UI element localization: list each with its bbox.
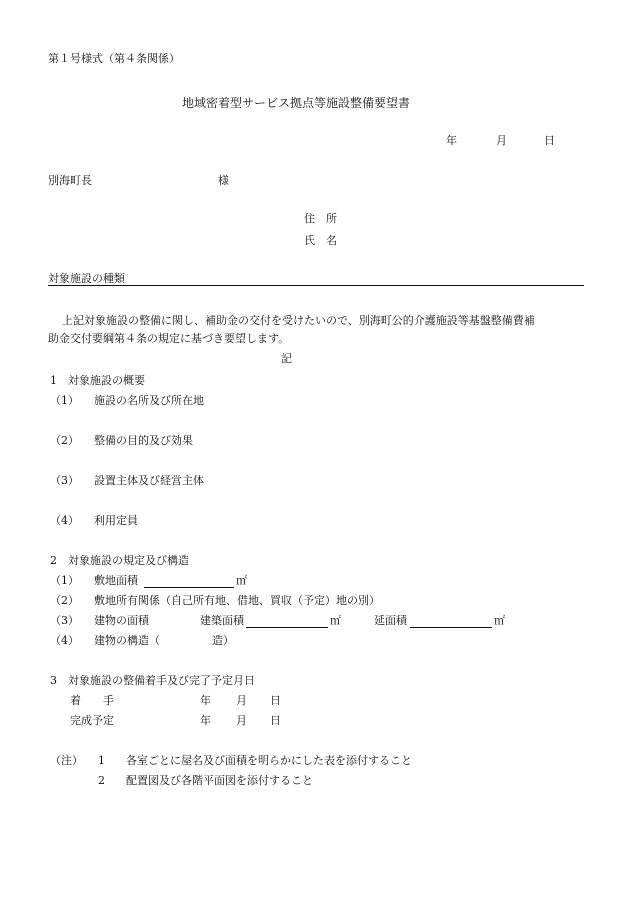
site-area-input-line: [144, 587, 234, 588]
complete-label: 完成予定: [70, 714, 114, 727]
section1-item3-label: 設置主体及び経営主体: [94, 474, 204, 487]
start-label: 着 手: [70, 694, 114, 707]
page-title: 地域密着型サービス拠点等施設整備要望書: [182, 96, 411, 110]
building-footprint-input-line: [246, 627, 328, 628]
structure-label: 建物の構造（: [94, 634, 160, 647]
site-area-label: 敷地面積: [94, 574, 138, 587]
body-text-line1: 上記対象施設の整備に関し、補助金の交付を受けたいので、別海町公的介護施設等基盤整備費補: [62, 314, 535, 327]
form-number: 第１号様式（第４条関係）: [48, 52, 180, 65]
section1-item4-num: （4）: [50, 514, 79, 527]
building-footprint-label: 建築面積: [200, 614, 244, 627]
notes-label: （注）: [50, 754, 83, 767]
complete-month-label: 月: [236, 714, 247, 727]
section2-heading: 2 対象施設の規定及び構造: [50, 554, 189, 567]
note1-num: 1: [98, 754, 105, 767]
start-year-label: 年: [200, 694, 211, 707]
applicant-address-label: 住 所: [304, 212, 337, 225]
facility-type-underline: [48, 285, 584, 286]
section3-heading: 3 対象施設の整備着手及び完了予定月日: [50, 674, 255, 687]
building-area-label: 建物の面積: [94, 614, 149, 627]
site-area-num: （1）: [50, 574, 79, 587]
complete-day-label: 日: [270, 714, 281, 727]
site-area-unit: ㎡: [236, 574, 247, 587]
recipient-honorific: 様: [218, 174, 229, 187]
ki-heading: 記: [281, 352, 292, 365]
facility-type-label: 対象施設の種類: [48, 272, 125, 285]
date-year-label: 年: [446, 134, 457, 147]
start-day-label: 日: [270, 694, 281, 707]
building-footprint-unit: ㎡: [330, 614, 341, 627]
note2-text: 配置図及び各階平面図を添付すること: [126, 774, 313, 787]
body-text-line2: 助金交付要綱第４条の規定に基づき要望します。: [48, 332, 290, 345]
site-ownership-label: 敷地所有関係（自己所有地、借地、買収（予定）地の別）: [94, 594, 380, 607]
section1-item2-num: （2）: [50, 434, 79, 447]
structure-num: （4）: [50, 634, 79, 647]
total-floor-area-input-line: [410, 627, 492, 628]
date-month-label: 月: [496, 134, 507, 147]
date-day-label: 日: [544, 134, 555, 147]
section1-item1-num: （1）: [50, 394, 79, 407]
structure-suffix: 造）: [212, 634, 234, 647]
section1-heading: 1 対象施設の概要: [50, 374, 145, 387]
complete-year-label: 年: [200, 714, 211, 727]
section1-item3-num: （3）: [50, 474, 79, 487]
start-month-label: 月: [236, 694, 247, 707]
total-floor-area-label: 延面積: [374, 614, 407, 627]
section1-item4-label: 利用定員: [94, 514, 138, 527]
building-area-num: （3）: [50, 614, 79, 627]
applicant-name-label: 氏 名: [304, 234, 337, 247]
site-ownership-num: （2）: [50, 594, 79, 607]
recipient-name: 別海町長: [48, 174, 92, 187]
section1-item1-label: 施設の名所及び所在地: [94, 394, 204, 407]
note2-num: 2: [98, 774, 105, 787]
total-floor-area-unit: ㎡: [494, 614, 505, 627]
section1-item2-label: 整備の目的及び効果: [94, 434, 193, 447]
note1-text: 各室ごとに屋名及び面積を明らかにした表を添付すること: [126, 754, 412, 767]
